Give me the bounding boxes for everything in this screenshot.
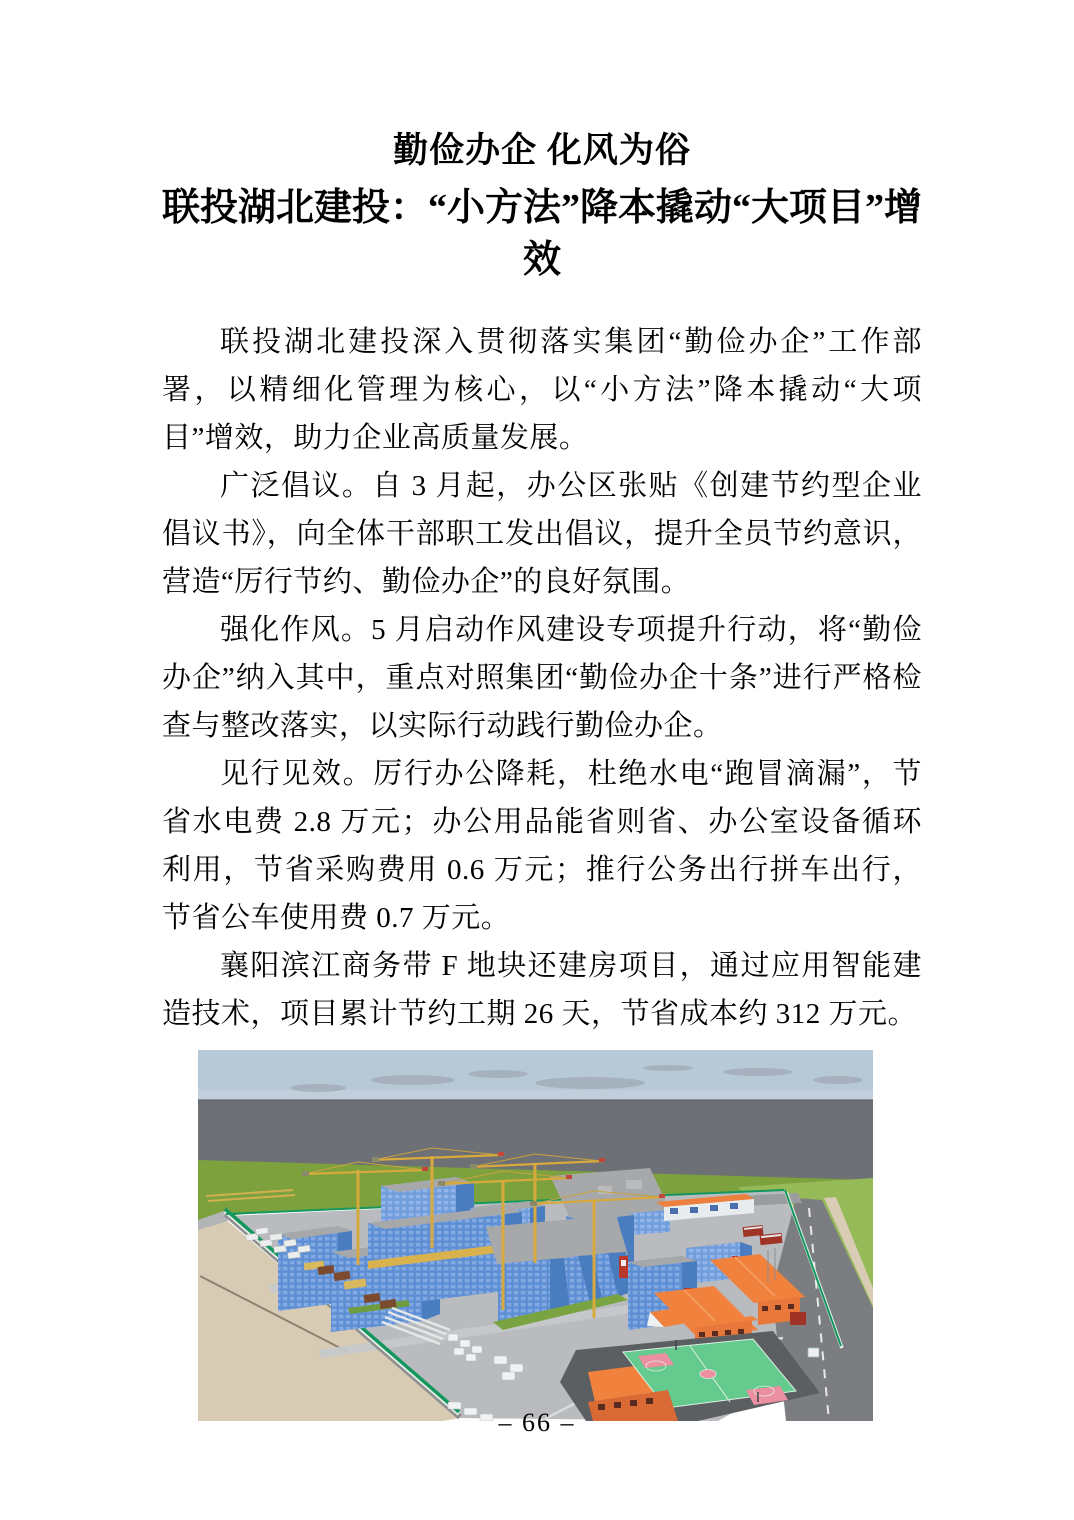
paragraph-intro: 联投湖北建投深入贯彻落实集团“勤俭办企”工作部署，以精细化管理为核心，以“小方法”降本撬动“大项目”增效，助力企业高质量发展。: [162, 326, 922, 454]
paragraph-results: 见行见效。厉行办公降耗，杜绝水电“跑冒滴漏”，节省水电费 2.8 万元；办公用品能省则省、办公室设备循环利用，节省采购费用 0.6 万元；推行公务出行拼车出行，节省公车使用费 0.7 万元。: [162, 758, 922, 934]
paragraph-conduct: 强化作风。5 月启动作风建设专项提升行动，将“勤俭办企”纳入其中，重点对照集团“勤俭办企十条”进行严格检查与整改落实，以实际行动践行勤俭办企。: [162, 614, 922, 742]
document-title-line2: 联投湖北建投：“小方法”降本撬动“大项目”增效: [162, 187, 923, 281]
document-title-line1: 勤俭办企 化风为俗: [393, 131, 691, 170]
page-number: – 66 –: [498, 1408, 576, 1437]
paragraph-project: 襄阳滨江商务带 F 地块还建房项目，通过应用智能建造技术，项目累计节约工期 26 天，节省成本约 312 万元。: [162, 950, 922, 1030]
sky: [198, 1050, 873, 1102]
paragraph-advocacy: 广泛倡议。自 3 月起，办公区张贴《创建节约型企业倡议书》，向全体干部职工发出倡议，提升全员节约意识，营造“厉行节约、勤俭办企”的良好氛围。: [162, 470, 922, 598]
construction-site-rendering-image: [198, 1050, 873, 1421]
